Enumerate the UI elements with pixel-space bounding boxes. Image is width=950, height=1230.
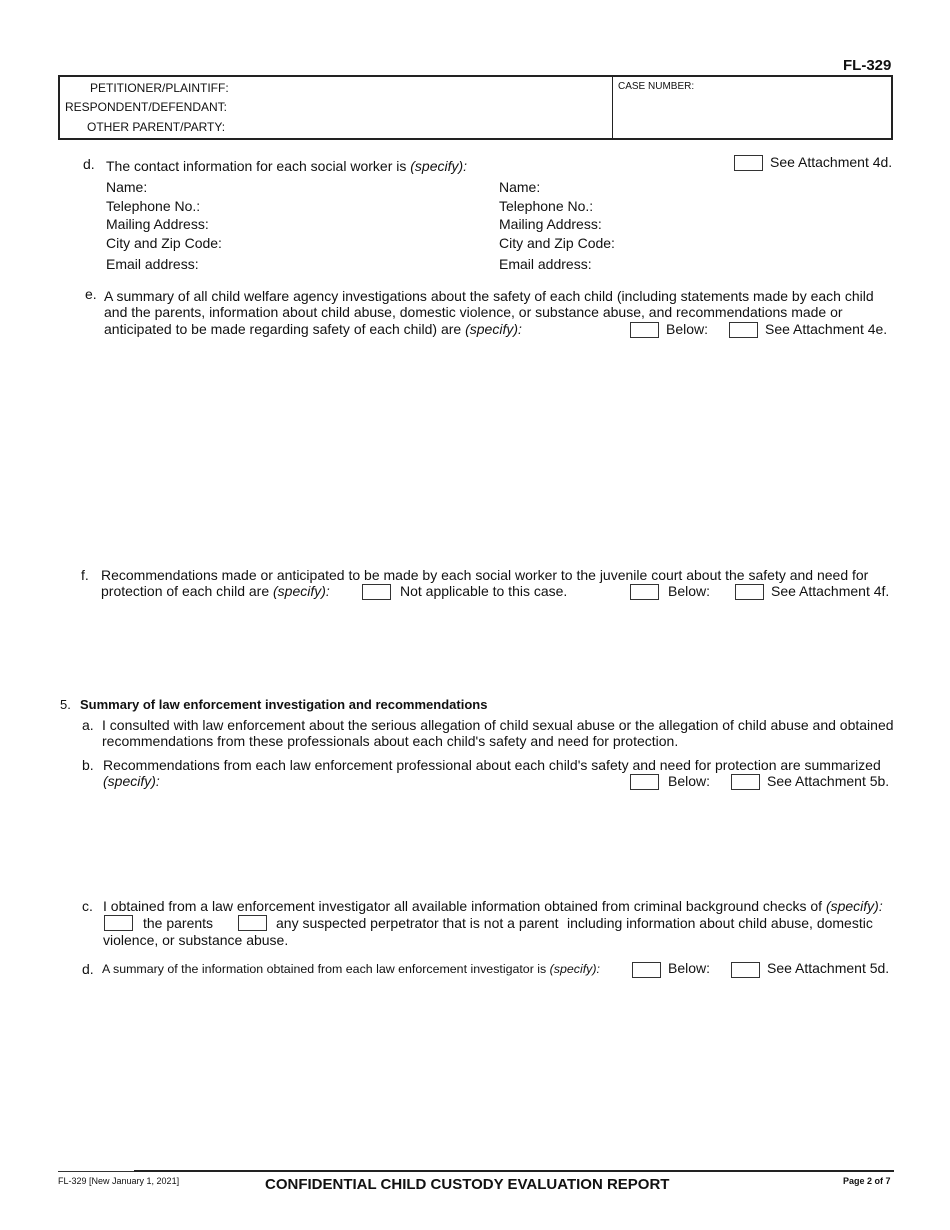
- item-5c-line3: violence, or substance abuse.: [103, 932, 289, 948]
- sw2-email-label: Email address:: [499, 256, 592, 272]
- sw2-telephone-label: Telephone No.:: [499, 198, 594, 214]
- perpetrator-checkbox[interactable]: [238, 915, 267, 931]
- perpetrator-label: any suspected perpetrator that is not a parent: [276, 915, 559, 931]
- item-5b-specify: (specify):: [103, 773, 160, 789]
- item-f-below-checkbox[interactable]: [630, 584, 659, 600]
- item-5d-marker: d.: [82, 961, 94, 977]
- item-5c-tail: including information about child abuse, domestic: [567, 915, 873, 931]
- attachment-5d-label: See Attachment 5d.: [767, 960, 890, 976]
- sw1-telephone-label: Telephone No.:: [106, 198, 201, 214]
- footer-revision: FL-329 [New January 1, 2021]: [58, 1176, 180, 1186]
- item-5c-line1: I obtained from a law enforcement investigator all available information obtained from criminal background checks of (specify):: [103, 898, 883, 914]
- item-e-below-label: Below:: [666, 321, 709, 337]
- item-e-marker: e.: [85, 286, 97, 302]
- item-d-text: The contact information for each social worker is (specify):: [106, 158, 468, 174]
- sw2-name-label: Name:: [499, 179, 541, 195]
- item-5b-below-label: Below:: [668, 773, 711, 789]
- attachment-4e-label: See Attachment 4e.: [765, 321, 888, 337]
- parents-checkbox[interactable]: [104, 915, 133, 931]
- attachment-5d-checkbox[interactable]: [731, 962, 760, 978]
- section-5-title: Summary of law enforcement investigation and recommendations: [80, 697, 488, 712]
- item-e-line3: anticipated to be made regarding safety of each child) are (specify):: [104, 321, 522, 337]
- item-d-marker: d.: [83, 156, 95, 172]
- not-applicable-label: Not applicable to this case.: [400, 583, 568, 599]
- attachment-5b-label: See Attachment 5b.: [767, 773, 890, 789]
- item-f-line1: Recommendations made or anticipated to be made by each social worker to the juvenile court about the safety and need for: [101, 567, 869, 583]
- respondent-label: RESPONDENT/DEFENDANT:: [65, 100, 228, 114]
- sw2-mailing-label: Mailing Address:: [499, 216, 602, 232]
- sw1-city-zip-label: City and Zip Code:: [106, 235, 222, 251]
- item-5d-below-checkbox[interactable]: [632, 962, 661, 978]
- item-f-below-label: Below:: [668, 583, 711, 599]
- petitioner-label: PETITIONER/PLAINTIFF:: [90, 81, 229, 95]
- footer-rule: [134, 1170, 894, 1172]
- footer-rule-left: [58, 1171, 134, 1172]
- other-party-label: OTHER PARENT/PARTY:: [87, 120, 226, 134]
- item-5b-line1: Recommendations from each law enforcement professional about each child's safety and need for protection are summarized: [103, 757, 881, 773]
- case-number-label: CASE NUMBER:: [618, 81, 695, 92]
- form-id: FL-329: [843, 57, 892, 74]
- item-e-line2: and the parents, information about child abuse, domestic violence, or substance abuse, and recommendations made or: [104, 304, 843, 320]
- parents-label: the parents: [143, 915, 214, 931]
- sw1-name-label: Name:: [106, 179, 148, 195]
- item-f-line2: protection of each child are (specify):: [101, 583, 330, 599]
- attachment-4d-checkbox[interactable]: [734, 155, 763, 171]
- attachment-4e-checkbox[interactable]: [729, 322, 758, 338]
- item-5a-marker: a.: [82, 717, 94, 733]
- item-5b-marker: b.: [82, 757, 94, 773]
- item-e-line1: A summary of all child welfare agency investigations about the safety of each child (including statements made by each child: [104, 288, 874, 304]
- attachment-4f-checkbox[interactable]: [735, 584, 764, 600]
- sw1-email-label: Email address:: [106, 256, 199, 272]
- item-5a-line2: recommendations from these professionals about each child's safety and need for protection.: [102, 733, 679, 749]
- caption-divider: [612, 77, 613, 138]
- footer-page: Page 2 of 7: [843, 1176, 891, 1186]
- section-5-number: 5.: [60, 697, 71, 712]
- attachment-5b-checkbox[interactable]: [731, 774, 760, 790]
- item-5b-below-checkbox[interactable]: [630, 774, 659, 790]
- item-5d-text: A summary of the information obtained from each law enforcement investigator is (specify):: [102, 962, 600, 976]
- sw2-city-zip-label: City and Zip Code:: [499, 235, 615, 251]
- item-f-marker: f.: [81, 567, 89, 583]
- sw1-mailing-label: Mailing Address:: [106, 216, 209, 232]
- attachment-4d-label: See Attachment 4d.: [770, 154, 893, 170]
- item-5a-line1: I consulted with law enforcement about the serious allegation of child sexual abuse or the allegation of child abuse and obtained: [102, 717, 894, 733]
- attachment-4f-label: See Attachment 4f.: [771, 583, 890, 599]
- not-applicable-checkbox[interactable]: [362, 584, 391, 600]
- item-5d-below-label: Below:: [668, 960, 711, 976]
- item-5c-marker: c.: [82, 898, 93, 914]
- footer-title: CONFIDENTIAL CHILD CUSTODY EVALUATION REPORT: [265, 1176, 670, 1193]
- item-e-below-checkbox[interactable]: [630, 322, 659, 338]
